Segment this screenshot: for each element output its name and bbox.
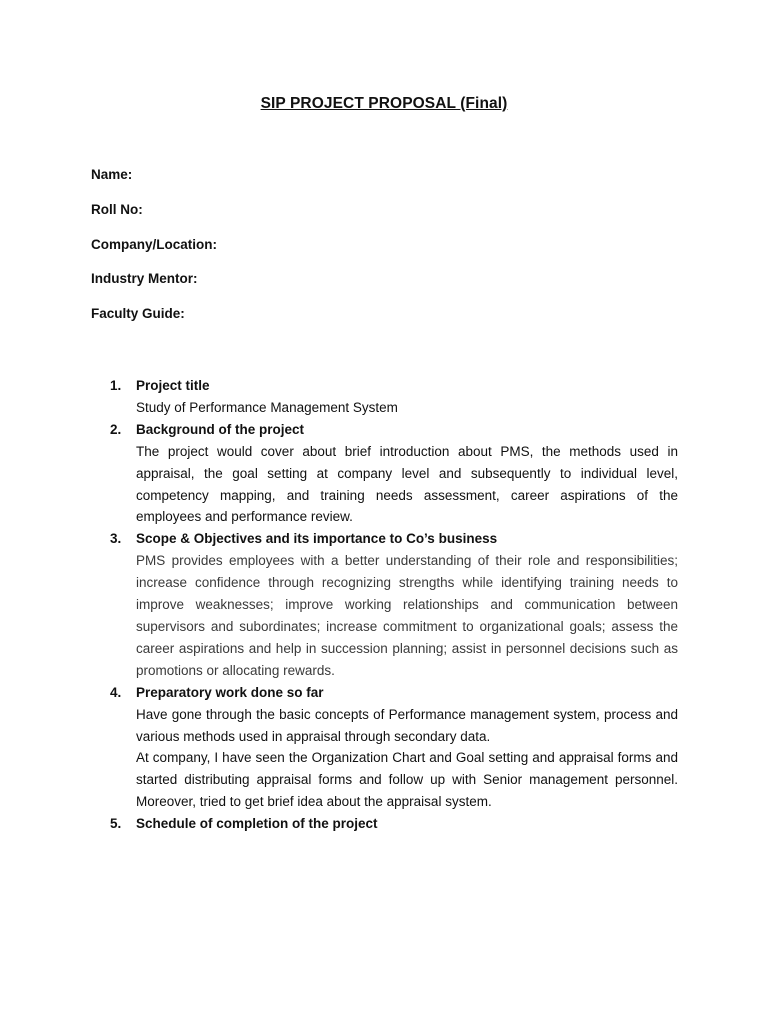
name-field-label: Name:: [91, 167, 133, 182]
roll-no-field-label: Roll No:: [91, 201, 143, 217]
proposal-sections: [110, 375, 678, 835]
section-heading: Background of the project: [136, 421, 305, 437]
section-number: 4.: [110, 684, 122, 700]
faculty-guide-field-label: Faculty Guide:: [91, 306, 185, 322]
section-preparatory-work: [110, 682, 678, 813]
section-paragraph: At company, I have seen the Organization Chart and Goal setting and appraisal forms and started distributing appraisal forms and follow up with Senior management personnel. Moreover, tried to get brief idea about the appraisal system.: [136, 750, 678, 810]
section-number: 1.: [110, 378, 122, 393]
section-background: [110, 419, 678, 529]
document-title: SIP PROJECT PROPOSAL (Final): [260, 95, 508, 112]
industry-mentor-field-label: Industry Mentor:: [91, 271, 198, 287]
section-heading: Preparatory work done so far: [136, 684, 324, 700]
section-paragraph: The project would cover about brief introduction about PMS, the methods used in appraisal, the goal setting at company level and subsequently to individual level, competency mapping, and training needs assessment, career aspirations of the employees and performance review.: [136, 443, 678, 525]
section-schedule: [110, 813, 678, 835]
section-paragraph: Study of Performance Management System: [136, 399, 398, 415]
section-heading: Schedule of completion of the project: [136, 816, 378, 832]
section-heading: Project title: [136, 378, 210, 393]
section-heading: Scope & Objectives and its importance to Co’s business: [136, 531, 498, 547]
section-number: 5.: [110, 816, 122, 832]
company-location-field-label: Company/Location:: [91, 236, 218, 252]
section-number: 3.: [110, 531, 122, 547]
section-number: 2.: [110, 421, 122, 437]
section-paragraph: Have gone through the basic concepts of Performance management system, process and various methods used in appraisal through secondary data.: [136, 706, 678, 744]
student-info-fields: [91, 166, 591, 340]
section-project-title: [110, 375, 678, 419]
section-scope-objectives: [110, 528, 678, 681]
section-paragraph: PMS provides employees with a better understanding of their role and responsibilities; increase confidence through recognizing strengths while identifying training needs to improve weaknesses; improve working relationships and communication between supervisors and subordinates; increase commitment to organizational goals; assess the career aspirations and help in succession planning; assist in personnel decisions such as promotions or allocating rewards.: [136, 553, 678, 678]
